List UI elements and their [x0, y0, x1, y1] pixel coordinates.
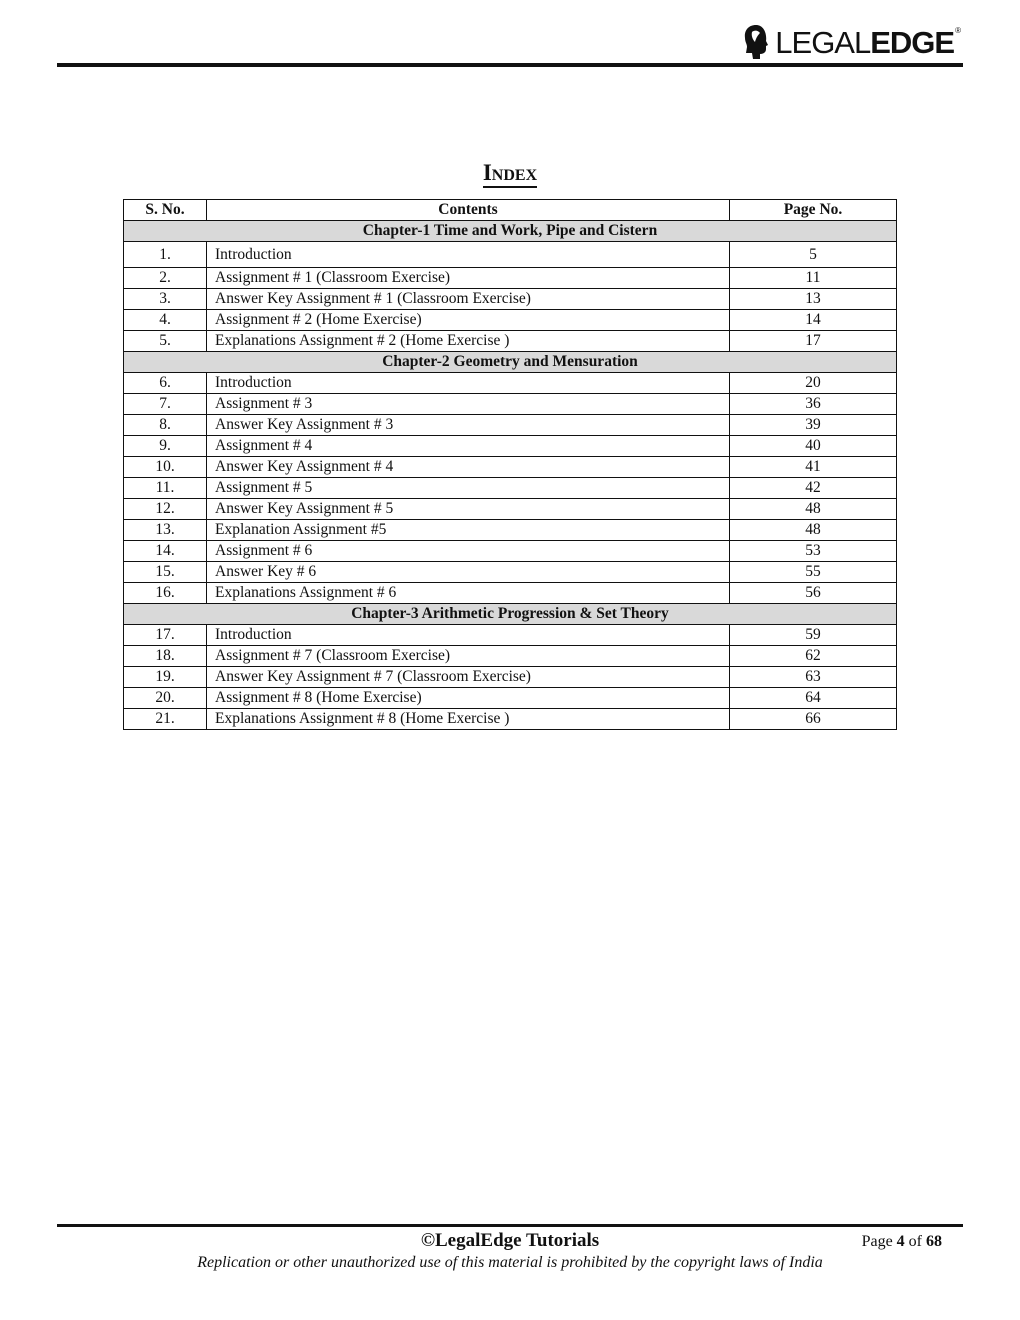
row-content: Explanations Assignment # 8 (Home Exercise ): [207, 709, 730, 730]
table-row: [124, 268, 897, 289]
row-sno: 4.: [124, 310, 207, 331]
table-header-row: [124, 200, 897, 221]
row-sno: 10.: [124, 457, 207, 478]
index-table: [123, 199, 897, 730]
table-row: [124, 667, 897, 688]
table-row: [124, 562, 897, 583]
table-row: [124, 415, 897, 436]
page-title: Index: [0, 160, 1020, 186]
row-content: Answer Key # 6: [207, 562, 730, 583]
row-page: 20: [730, 373, 897, 394]
row-content: Explanations Assignment # 6: [207, 583, 730, 604]
table-row: [124, 709, 897, 730]
row-content: Assignment # 4: [207, 436, 730, 457]
row-page: 41: [730, 457, 897, 478]
logo-wordmark: LEGALEDGE®: [775, 24, 960, 60]
row-content: Assignment # 3: [207, 394, 730, 415]
table-row: [124, 436, 897, 457]
row-sno: 6.: [124, 373, 207, 394]
row-sno: 12.: [124, 499, 207, 520]
row-sno: 17.: [124, 625, 207, 646]
row-page: 42: [730, 478, 897, 499]
row-page: 39: [730, 415, 897, 436]
footer-title: ©LegalEdge Tutorials: [420, 1230, 600, 1251]
row-sno: 21.: [124, 709, 207, 730]
row-sno: 2.: [124, 268, 207, 289]
chapter-title: Chapter-2 Geometry and Mensuration: [124, 352, 897, 373]
row-sno: 20.: [124, 688, 207, 709]
row-content: Answer Key Assignment # 7 (Classroom Exercise): [207, 667, 730, 688]
chapter-row: [124, 604, 897, 625]
row-page: 14: [730, 310, 897, 331]
page-number: Page 4 of 68: [861, 1233, 942, 1250]
table-row: [124, 457, 897, 478]
row-content: Answer Key Assignment # 3: [207, 415, 730, 436]
row-page: 55: [730, 562, 897, 583]
footer-rule: [57, 1224, 963, 1227]
row-sno: 7.: [124, 394, 207, 415]
table-row: [124, 520, 897, 541]
row-sno: 5.: [124, 331, 207, 352]
row-page: 59: [730, 625, 897, 646]
row-sno: 13.: [124, 520, 207, 541]
row-content: Explanation Assignment #5: [207, 520, 730, 541]
table-row: [124, 625, 897, 646]
row-sno: 3.: [124, 289, 207, 310]
row-content: Assignment # 8 (Home Exercise): [207, 688, 730, 709]
row-sno: 19.: [124, 667, 207, 688]
row-content: Answer Key Assignment # 5: [207, 499, 730, 520]
head-silhouette-icon: [743, 24, 769, 60]
row-sno: 14.: [124, 541, 207, 562]
table-row: [124, 583, 897, 604]
row-page: 36: [730, 394, 897, 415]
row-sno: 9.: [124, 436, 207, 457]
row-page: 56: [730, 583, 897, 604]
chapter-row: [124, 352, 897, 373]
row-page: 63: [730, 667, 897, 688]
row-content: Assignment # 6: [207, 541, 730, 562]
row-sno: 1.: [124, 242, 207, 268]
row-content: Assignment # 1 (Classroom Exercise): [207, 268, 730, 289]
row-page: 40: [730, 436, 897, 457]
table-row: [124, 289, 897, 310]
table-row: [124, 688, 897, 709]
row-sno: 16.: [124, 583, 207, 604]
row-page: 11: [730, 268, 897, 289]
chapter-row: [124, 221, 897, 242]
table-row: [124, 331, 897, 352]
row-page: 53: [730, 541, 897, 562]
copyright-note: Replication or other unauthorized use of this material is prohibited by the copyright laws of India: [197, 1254, 823, 1271]
row-page: 5: [730, 242, 897, 268]
table-row: [124, 373, 897, 394]
table-row: [124, 646, 897, 667]
row-sno: 15.: [124, 562, 207, 583]
row-page: 64: [730, 688, 897, 709]
row-content: Assignment # 5: [207, 478, 730, 499]
column-header-page: Page No.: [730, 200, 897, 221]
header-rule: [57, 63, 963, 67]
row-content: Introduction: [207, 242, 730, 268]
row-page: 13: [730, 289, 897, 310]
table-row: [124, 394, 897, 415]
row-content: Introduction: [207, 625, 730, 646]
row-sno: 11.: [124, 478, 207, 499]
row-content: Answer Key Assignment # 4: [207, 457, 730, 478]
row-content: Assignment # 2 (Home Exercise): [207, 310, 730, 331]
legaledge-logo: [743, 22, 960, 62]
table-row: [124, 310, 897, 331]
row-page: 17: [730, 331, 897, 352]
row-content: Assignment # 7 (Classroom Exercise): [207, 646, 730, 667]
chapter-title: Chapter-1 Time and Work, Pipe and Cistern: [124, 221, 897, 242]
row-content: Introduction: [207, 373, 730, 394]
column-header-sno: S. No.: [124, 200, 207, 221]
table-row: [124, 499, 897, 520]
row-page: 48: [730, 499, 897, 520]
row-page: 48: [730, 520, 897, 541]
column-header-contents: Contents: [207, 200, 730, 221]
row-page: 66: [730, 709, 897, 730]
table-row: [124, 541, 897, 562]
chapter-title: Chapter-3 Arithmetic Progression & Set Theory: [124, 604, 897, 625]
table-row: [124, 478, 897, 499]
row-sno: 8.: [124, 415, 207, 436]
row-page: 62: [730, 646, 897, 667]
table-row: [124, 242, 897, 268]
row-content: Explanations Assignment # 2 (Home Exercise ): [207, 331, 730, 352]
row-sno: 18.: [124, 646, 207, 667]
row-content: Answer Key Assignment # 1 (Classroom Exercise): [207, 289, 730, 310]
